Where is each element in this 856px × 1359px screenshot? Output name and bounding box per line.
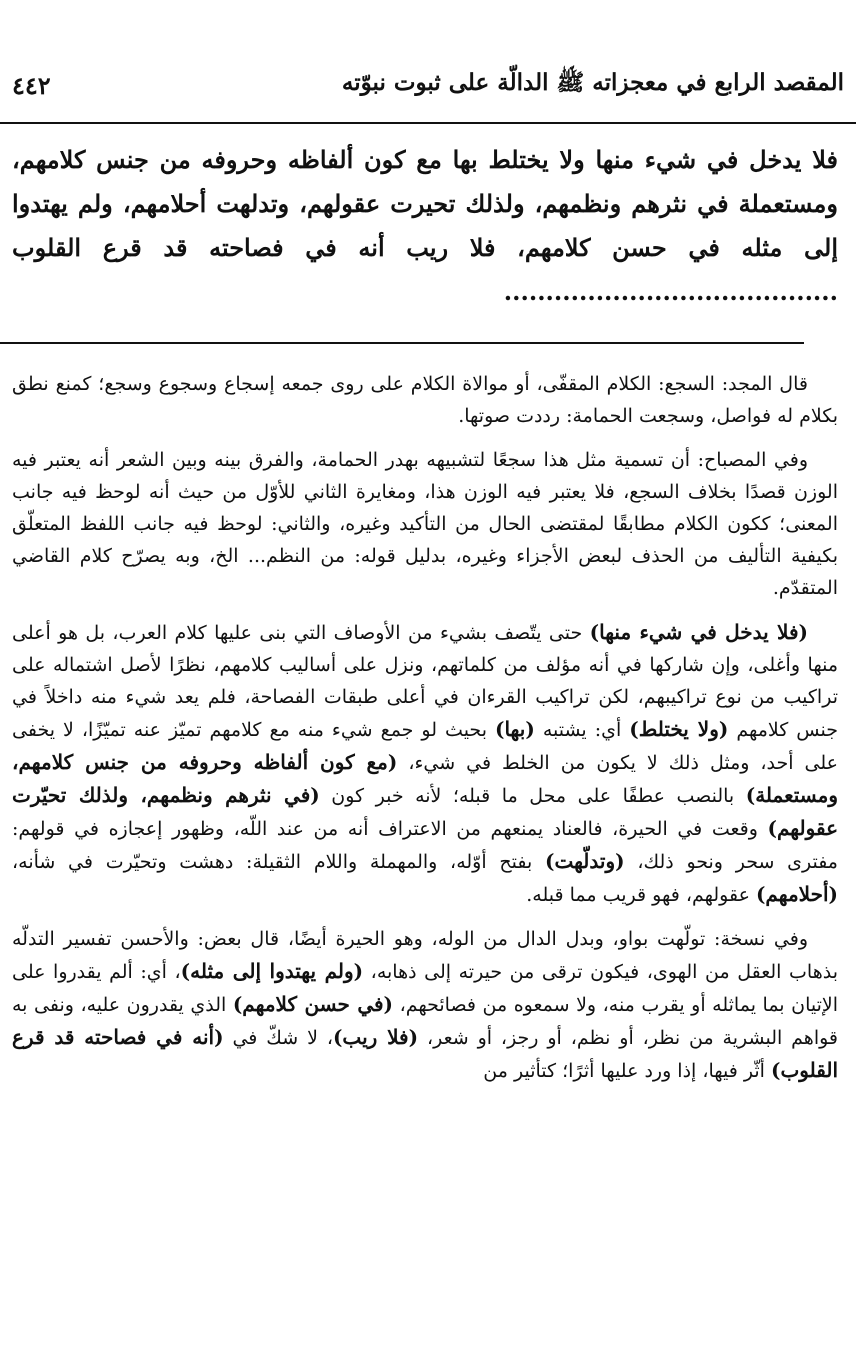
gloss-text: ، لا شكّ في	[223, 1027, 333, 1049]
page-number: ٤٤٢	[12, 70, 51, 100]
gloss-text: ، أي: ألم يقدروا على الإتيان بما يماثله أو يقرب منه، ولا سمعوه من فصائحهم،	[12, 961, 839, 1016]
header-rule	[0, 122, 856, 124]
quoted-phrase: (ولا يختلط)	[629, 717, 729, 741]
matn-dots: ........................................	[503, 277, 838, 306]
quoted-phrase: (فلا يدخل في شيء منها)	[589, 620, 809, 644]
quoted-phrase: (وتدلّهت)	[544, 849, 625, 873]
quoted-phrase: (بها)	[495, 717, 535, 741]
gloss-text: بالنصب عطفًا على محل ما قبله؛ لأنه خبر كون	[319, 785, 746, 807]
gloss-text: عقولهم، فهو قريب مما قبله.	[526, 884, 756, 906]
gloss-text: حتى يتّصف بشيء من الأوصاف التي بنى عليها كلام العرب، بل هو أعلى منها وأغلى، وإن شاركها في أنه مؤلف من كلماتهم، ونزل على أساليب كلامهم، نظرًا لأصل اشتماله على تراكيب من نوع تراكيبهم، لكن تراكيب القرءان في أعلى طبقات الفصاحة، فلم يعد شيء منه داخلاً في جنس كلامهم	[12, 622, 839, 741]
quoted-phrase: (في حسن كلامهم)	[232, 992, 394, 1016]
quoted-phrase: (في نثرهم ونظمهم، ولذلك تحيّرت عقولهم)	[12, 783, 838, 840]
gloss-text: وقعت في الحيرة، فالعناد يمنعهم من الاعتراف أنه من عند اللّه، وظهور إعجازه في قولهم: مفترى سحر ونحو ذلك،	[12, 818, 838, 873]
quoted-phrase: (أحلامهم)	[755, 882, 838, 906]
gloss-text: أي: يشتبه	[534, 719, 630, 741]
running-head: المقصد الرابع في معجزاته ﷺ الدالّة على ثبوت نبوّته	[341, 69, 844, 96]
matn-body: فلا يدخل في شيء منها ولا يختلط بها مع كون ألفاظه وحروفه من جنس كلامهم، ومستعملة في نثرهم ونظمهم، ولذلك تحيرت عقولهم، وتدلهت أحلامهم، ولم يهتدوا إلى مثله في حسن كلامهم، فلا ريب أنه في فصاحته قد قرع القلوب	[12, 145, 838, 262]
commentary-paragraph-4	[12, 923, 838, 1087]
matn-text	[12, 138, 838, 314]
commentary-text	[12, 368, 838, 1099]
gloss-text: أثّر فيها، إذا ورد عليها أثرًا؛ كتأثير من	[483, 1060, 771, 1082]
gloss-text: بفتح أوّله، والمهملة واللام الثقيلة: دهشت وتحيّرت في شأنه،	[12, 851, 545, 873]
quoted-phrase: (فلا ريب)	[332, 1025, 419, 1049]
section-divider	[0, 342, 804, 344]
commentary-paragraph-1: قال المجد: السجع: الكلام المقفّى، أو موالاة الكلام على روى جمعه إسجاع وسجوع وسجع؛ كمنع نطق بكلام له فواصل، وسجعت الحمامة: رددت صوتها.	[12, 373, 838, 427]
gloss-text: بحيث لو جمع شيء منه مع كلامهم تميّز عنه تميّزًا، لا يخفى على أحد، ومثل ذلك لا يكون من الخلط في شيء،	[12, 719, 839, 774]
gloss-text: وفي نسخة: تولّهت بواو، وبدل الدال من الوله، وهو الحيرة أيضًا، قال بعض: والأحسن تفسير التدلّه بذهاب العقل من الهوى، فيكون ترقى من حيرته إلى ذهابه،	[12, 928, 838, 983]
matn-paragraph	[12, 138, 838, 314]
quoted-phrase: (مع كون ألفاظه وحروفه من جنس كلامهم، ومستعملة)	[12, 750, 838, 807]
quoted-phrase: (ولم يهتدوا إلى مثله)	[180, 959, 364, 983]
quoted-phrase: (أنه في فصاحته قد قرع القلوب)	[12, 1025, 838, 1082]
commentary-paragraph-3	[12, 616, 838, 911]
commentary-paragraph-2: وفي المصباح: أن تسمية مثل هذا سجعًا لتشبيهه بهدر الحمامة، والفرق بينه وبين الشعر أنه يعتبر فيه الوزن قصدًا بخلاف السجع، فلا يعتبر فيه الوزن هذا، ومغايرة الثاني للأوّل من حيث أنه لوحظ فيه جانب المعنى؛ ككون الكلام مطابقًا لمقتضى الحال من التأكيد وغيره، والثاني: لوحظ فيه جانب اللفظ المتعلّق بكيفية التأليف من الحذف لبعض الأجزاء وغيره، بدليل قوله: من النظم... الخ، وبه يصرّح كلام القاضي المتقدّم.	[12, 449, 838, 599]
page-header	[12, 58, 844, 112]
gloss-text: الذي يقدرون عليه، ونفى به قواهم البشرية من نظر، أو نظم، أو رجز، أو شعر،	[12, 994, 838, 1049]
